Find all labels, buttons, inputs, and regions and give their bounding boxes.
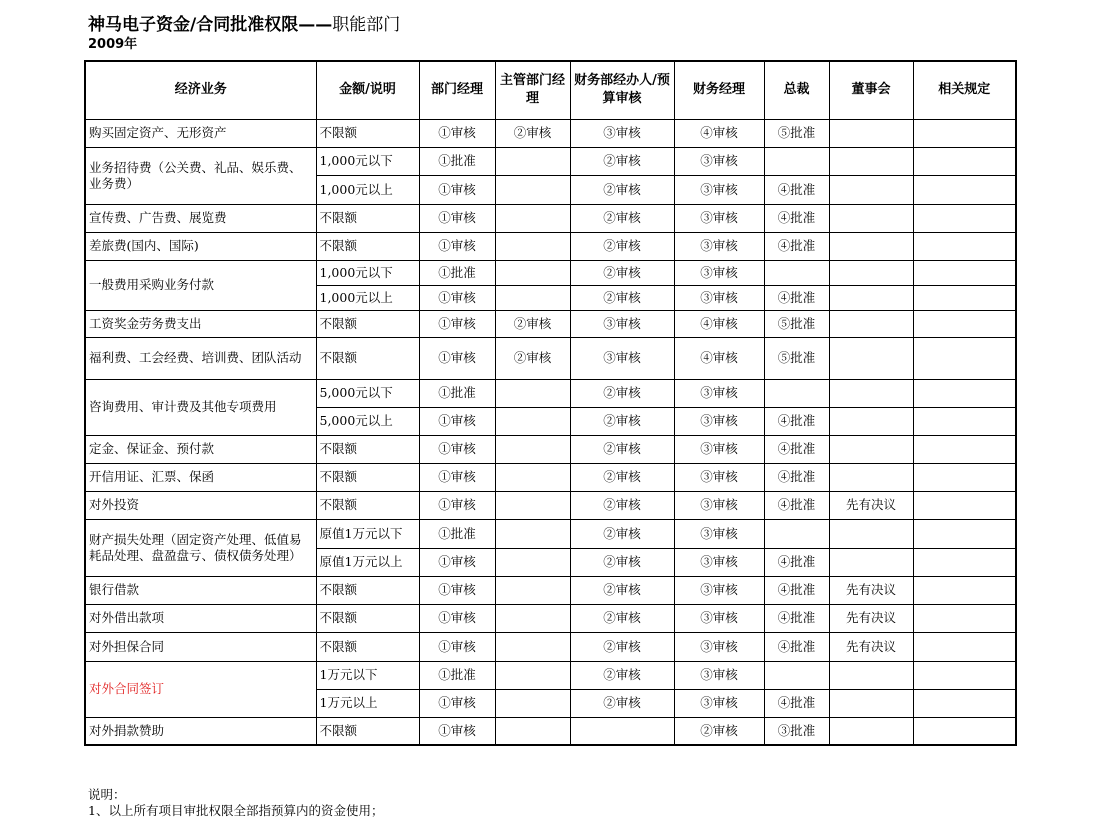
president-cell: ④批准 — [764, 435, 829, 463]
dept-cell: ①批准 — [419, 260, 495, 285]
header-cell: 部门经理 — [419, 61, 495, 119]
item-cell: 开信用证、汇票、保函 — [85, 463, 316, 491]
supervisor-cell — [495, 407, 570, 435]
item-cell: 咨询费用、审计费及其他专项费用 — [85, 379, 316, 435]
amount-cell: 原值1万元以上 — [316, 548, 419, 576]
notes-heading: 说明： — [88, 787, 126, 802]
president-cell: ④批准 — [764, 204, 829, 232]
rules-cell — [913, 661, 1016, 689]
title-suffix: 职能部门 — [332, 15, 401, 35]
rules-cell — [913, 337, 1016, 379]
dept-cell: ①批准 — [419, 519, 495, 548]
board-cell — [829, 379, 913, 407]
fin_mgr-cell: ③审核 — [674, 519, 764, 548]
fin_staff-cell: ②审核 — [570, 260, 674, 285]
dept-cell: ①审核 — [419, 463, 495, 491]
supervisor-cell — [495, 463, 570, 491]
header-cell: 财务经理 — [674, 61, 764, 119]
table-row — [85, 463, 1016, 491]
board-cell — [829, 463, 913, 491]
fin_staff-cell: ②审核 — [570, 232, 674, 260]
fin_staff-cell: ②审核 — [570, 661, 674, 689]
fin_staff-cell: ③审核 — [570, 337, 674, 379]
rules-cell — [913, 717, 1016, 745]
president-cell: ⑤批准 — [764, 119, 829, 147]
amount-cell: 不限额 — [316, 204, 419, 232]
dept-cell: ①审核 — [419, 204, 495, 232]
rules-cell — [913, 119, 1016, 147]
rules-cell — [913, 407, 1016, 435]
supervisor-cell — [495, 661, 570, 689]
fin_staff-cell: ②审核 — [570, 407, 674, 435]
supervisor-cell — [495, 285, 570, 310]
fin_staff-cell: ②审核 — [570, 204, 674, 232]
board-cell — [829, 310, 913, 337]
document-title — [88, 14, 400, 36]
board-cell — [829, 119, 913, 147]
item-cell: 定金、保证金、预付款 — [85, 435, 316, 463]
board-cell: 先有决议 — [829, 576, 913, 604]
supervisor-cell — [495, 548, 570, 576]
amount-cell: 1万元以上 — [316, 689, 419, 717]
board-cell — [829, 435, 913, 463]
rules-cell — [913, 519, 1016, 548]
dept-cell: ①审核 — [419, 604, 495, 632]
supervisor-cell — [495, 491, 570, 519]
table-row — [85, 337, 1016, 379]
amount-cell: 不限额 — [316, 232, 419, 260]
supervisor-cell — [495, 260, 570, 285]
table-row — [85, 632, 1016, 661]
fin_mgr-cell: ④审核 — [674, 310, 764, 337]
president-cell — [764, 147, 829, 175]
dept-cell: ①审核 — [419, 119, 495, 147]
board-cell — [829, 519, 913, 548]
amount-cell: 不限额 — [316, 337, 419, 379]
fin_mgr-cell: ③审核 — [674, 661, 764, 689]
president-cell: ④批准 — [764, 689, 829, 717]
fin_staff-cell: ②审核 — [570, 285, 674, 310]
notes-line: 1、以上所有项目审批权限全部指预算内的资金使用； — [88, 803, 384, 818]
board-cell — [829, 204, 913, 232]
table-row — [85, 576, 1016, 604]
table-row — [85, 260, 1016, 285]
supervisor-cell: ②审核 — [495, 119, 570, 147]
header-row — [85, 61, 1016, 119]
item-cell: 财产损失处理（固定资产处理、低值易耗品处理、盘盈盘亏、债权债务处理） — [85, 519, 316, 576]
header-cell: 相关规定 — [913, 61, 1016, 119]
item-cell: 银行借款 — [85, 576, 316, 604]
rules-cell — [913, 310, 1016, 337]
rules-cell — [913, 491, 1016, 519]
supervisor-cell — [495, 232, 570, 260]
dept-cell: ①审核 — [419, 232, 495, 260]
item-cell: 差旅费(国内、国际) — [85, 232, 316, 260]
fin_staff-cell: ②审核 — [570, 604, 674, 632]
item-cell: 宣传费、广告费、展览费 — [85, 204, 316, 232]
header-cell: 主管部门经理 — [495, 61, 570, 119]
notes — [88, 787, 383, 819]
supervisor-cell — [495, 604, 570, 632]
rules-cell — [913, 204, 1016, 232]
fin_staff-cell: ②审核 — [570, 689, 674, 717]
amount-cell: 不限额 — [316, 632, 419, 661]
board-cell — [829, 175, 913, 204]
board-cell — [829, 548, 913, 576]
table-row — [85, 435, 1016, 463]
dept-cell: ①审核 — [419, 435, 495, 463]
fin_staff-cell: ②审核 — [570, 632, 674, 661]
item-cell: 对外借出款项 — [85, 604, 316, 632]
board-cell: 先有决议 — [829, 604, 913, 632]
fin_mgr-cell: ③审核 — [674, 285, 764, 310]
dept-cell: ①审核 — [419, 337, 495, 379]
amount-cell: 不限额 — [316, 576, 419, 604]
president-cell: ⑤批准 — [764, 310, 829, 337]
amount-cell: 不限额 — [316, 435, 419, 463]
fin_mgr-cell: ③审核 — [674, 204, 764, 232]
amount-cell: 1,000元以下 — [316, 147, 419, 175]
amount-cell: 不限额 — [316, 119, 419, 147]
fin_mgr-cell: ③审核 — [674, 548, 764, 576]
document-year: 2009年 — [88, 37, 138, 52]
president-cell — [764, 260, 829, 285]
dept-cell: ①审核 — [419, 407, 495, 435]
supervisor-cell — [495, 204, 570, 232]
amount-cell: 原值1万元以下 — [316, 519, 419, 548]
supervisor-cell — [495, 632, 570, 661]
fin_mgr-cell: ③审核 — [674, 604, 764, 632]
rules-cell — [913, 379, 1016, 407]
supervisor-cell — [495, 175, 570, 204]
rules-cell — [913, 175, 1016, 204]
rules-cell — [913, 548, 1016, 576]
supervisor-cell — [495, 435, 570, 463]
fin_staff-cell: ③审核 — [570, 119, 674, 147]
header-cell: 金额/说明 — [316, 61, 419, 119]
dept-cell: ①审核 — [419, 491, 495, 519]
fin_staff-cell: ②审核 — [570, 435, 674, 463]
dept-cell: ①审核 — [419, 689, 495, 717]
fin_mgr-cell: ③审核 — [674, 576, 764, 604]
item-cell: 对外担保合同 — [85, 632, 316, 661]
item-cell: 对外投资 — [85, 491, 316, 519]
fin_staff-cell: ②审核 — [570, 379, 674, 407]
header-cell: 经济业务 — [85, 61, 316, 119]
board-cell — [829, 285, 913, 310]
supervisor-cell — [495, 689, 570, 717]
table-row — [85, 519, 1016, 548]
amount-cell: 1,000元以下 — [316, 260, 419, 285]
rules-cell — [913, 604, 1016, 632]
fin_mgr-cell: ③审核 — [674, 260, 764, 285]
amount-cell: 不限额 — [316, 491, 419, 519]
president-cell: ④批准 — [764, 285, 829, 310]
amount-cell: 1,000元以上 — [316, 285, 419, 310]
board-cell — [829, 337, 913, 379]
title-main: 神马电子资金/合同批准权限—— — [88, 15, 333, 35]
dept-cell: ①审核 — [419, 175, 495, 204]
dept-cell: ①批准 — [419, 379, 495, 407]
fin_mgr-cell: ③审核 — [674, 491, 764, 519]
dept-cell: ①审核 — [419, 576, 495, 604]
fin_mgr-cell: ③审核 — [674, 435, 764, 463]
amount-cell: 5,000元以下 — [316, 379, 419, 407]
president-cell: ④批准 — [764, 463, 829, 491]
dept-cell: ①审核 — [419, 717, 495, 745]
supervisor-cell — [495, 519, 570, 548]
fin_staff-cell: ②审核 — [570, 175, 674, 204]
fin_staff-cell: ②审核 — [570, 576, 674, 604]
dept-cell: ①批准 — [419, 661, 495, 689]
president-cell: ⑤批准 — [764, 337, 829, 379]
president-cell — [764, 661, 829, 689]
president-cell — [764, 379, 829, 407]
president-cell: ④批准 — [764, 576, 829, 604]
president-cell: ④批准 — [764, 604, 829, 632]
fin_staff-cell: ②审核 — [570, 463, 674, 491]
item-cell: 购买固定资产、无形资产 — [85, 119, 316, 147]
rules-cell — [913, 576, 1016, 604]
board-cell — [829, 147, 913, 175]
table-row — [85, 204, 1016, 232]
approval-table — [84, 60, 1017, 746]
dept-cell: ①审核 — [419, 632, 495, 661]
fin_staff-cell: ②审核 — [570, 548, 674, 576]
amount-cell: 不限额 — [316, 463, 419, 491]
fin_mgr-cell: ③审核 — [674, 463, 764, 491]
president-cell: ④批准 — [764, 632, 829, 661]
fin_staff-cell: ③审核 — [570, 310, 674, 337]
president-cell: ④批准 — [764, 407, 829, 435]
board-cell — [829, 661, 913, 689]
fin_mgr-cell: ③审核 — [674, 379, 764, 407]
rules-cell — [913, 463, 1016, 491]
supervisor-cell: ②审核 — [495, 337, 570, 379]
item-cell: 福利费、工会经费、培训费、团队活动 — [85, 337, 316, 379]
fin_mgr-cell: ③审核 — [674, 407, 764, 435]
table-body — [85, 119, 1016, 745]
fin_mgr-cell: ③审核 — [674, 689, 764, 717]
table-row — [85, 661, 1016, 689]
board-cell — [829, 232, 913, 260]
fin_mgr-cell: ②审核 — [674, 717, 764, 745]
amount-cell: 不限额 — [316, 310, 419, 337]
fin_mgr-cell: ③审核 — [674, 175, 764, 204]
supervisor-cell — [495, 147, 570, 175]
president-cell: ④批准 — [764, 232, 829, 260]
amount-cell: 1万元以下 — [316, 661, 419, 689]
board-cell: 先有决议 — [829, 491, 913, 519]
header-cell: 董事会 — [829, 61, 913, 119]
president-cell: ③批准 — [764, 717, 829, 745]
table-row — [85, 379, 1016, 407]
fin_staff-cell: ②审核 — [570, 491, 674, 519]
supervisor-cell — [495, 576, 570, 604]
board-cell: 先有决议 — [829, 632, 913, 661]
fin_staff-cell: ②审核 — [570, 519, 674, 548]
amount-cell: 5,000元以上 — [316, 407, 419, 435]
fin_mgr-cell: ③审核 — [674, 232, 764, 260]
table-row — [85, 604, 1016, 632]
dept-cell: ①审核 — [419, 310, 495, 337]
rules-cell — [913, 147, 1016, 175]
item-cell: 一般费用采购业务付款 — [85, 260, 316, 310]
table-row — [85, 119, 1016, 147]
president-cell: ④批准 — [764, 175, 829, 204]
table-row — [85, 147, 1016, 175]
item-cell: 工资奖金劳务费支出 — [85, 310, 316, 337]
rules-cell — [913, 689, 1016, 717]
header-cell: 总裁 — [764, 61, 829, 119]
item-cell: 对外捐款赞助 — [85, 717, 316, 745]
dept-cell: ①审核 — [419, 285, 495, 310]
fin_staff-cell — [570, 717, 674, 745]
rules-cell — [913, 435, 1016, 463]
table-row — [85, 491, 1016, 519]
table-row — [85, 232, 1016, 260]
president-cell — [764, 519, 829, 548]
president-cell: ④批准 — [764, 548, 829, 576]
table-row — [85, 310, 1016, 337]
fin_mgr-cell: ④审核 — [674, 337, 764, 379]
rules-cell — [913, 232, 1016, 260]
rules-cell — [913, 260, 1016, 285]
supervisor-cell — [495, 379, 570, 407]
board-cell — [829, 717, 913, 745]
table-row — [85, 717, 1016, 745]
board-cell — [829, 407, 913, 435]
board-cell — [829, 689, 913, 717]
item-cell: 业务招待费（公关费、礼品、娱乐费、业务费） — [85, 147, 316, 204]
supervisor-cell — [495, 717, 570, 745]
supervisor-cell: ②审核 — [495, 310, 570, 337]
dept-cell: ①批准 — [419, 147, 495, 175]
amount-cell: 不限额 — [316, 717, 419, 745]
amount-cell: 1,000元以上 — [316, 175, 419, 204]
fin_mgr-cell: ③审核 — [674, 632, 764, 661]
rules-cell — [913, 632, 1016, 661]
fin_mgr-cell: ③审核 — [674, 147, 764, 175]
rules-cell — [913, 285, 1016, 310]
header-cell: 财务部经办人/预算审核 — [570, 61, 674, 119]
board-cell — [829, 260, 913, 285]
amount-cell: 不限额 — [316, 604, 419, 632]
fin_staff-cell: ②审核 — [570, 147, 674, 175]
item-cell: 对外合同签订 — [85, 661, 316, 717]
fin_mgr-cell: ④审核 — [674, 119, 764, 147]
dept-cell: ①审核 — [419, 548, 495, 576]
president-cell: ④批准 — [764, 491, 829, 519]
